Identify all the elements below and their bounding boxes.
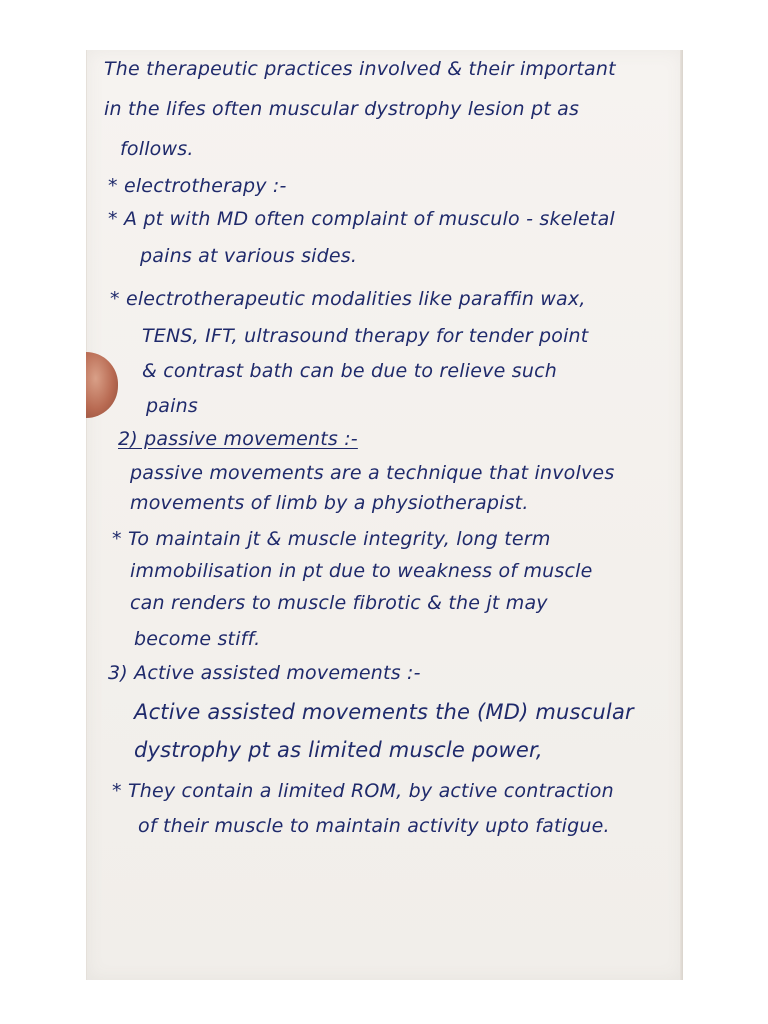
note-line: TENS, IFT, ultrasound therapy for tender point — [142, 325, 589, 347]
note-line: * electrotherapeutic modalities like paraffin wax, — [110, 288, 586, 310]
note-line: pains — [146, 395, 198, 417]
note-line: * A pt with MD often complaint of musculo - skeletal — [108, 208, 615, 230]
note-line: can renders to muscle fibrotic & the jt may — [130, 592, 548, 614]
note-line: in the lifes often muscular dystrophy lesion pt as — [104, 98, 580, 120]
note-line: pains at various sides. — [140, 245, 358, 267]
note-line: movements of limb by a physiotherapist. — [130, 492, 529, 514]
section-heading: 3) Active assisted movements :- — [108, 662, 421, 684]
note-line: * To maintain jt & muscle integrity, long term — [112, 528, 551, 550]
note-line: of their muscle to maintain activity upto fatigue. — [138, 815, 610, 837]
note-line: immobilisation in pt due to weakness of muscle — [130, 560, 593, 582]
note-line: The therapeutic practices involved & their important — [104, 58, 616, 80]
note-line: Active assisted movements the (MD) muscular — [134, 700, 634, 724]
section-heading: 2) passive movements :- — [118, 428, 358, 450]
note-line: * electrotherapy :- — [108, 175, 287, 197]
note-line: dystrophy pt as limited muscle power, — [134, 738, 543, 762]
note-line: & contrast bath can be due to relieve such — [142, 360, 557, 382]
note-line: * They contain a limited ROM, by active contraction — [112, 780, 614, 802]
note-line: passive movements are a technique that involves — [130, 462, 615, 484]
note-line: become stiff. — [134, 628, 261, 650]
note-line: follows. — [120, 138, 194, 160]
